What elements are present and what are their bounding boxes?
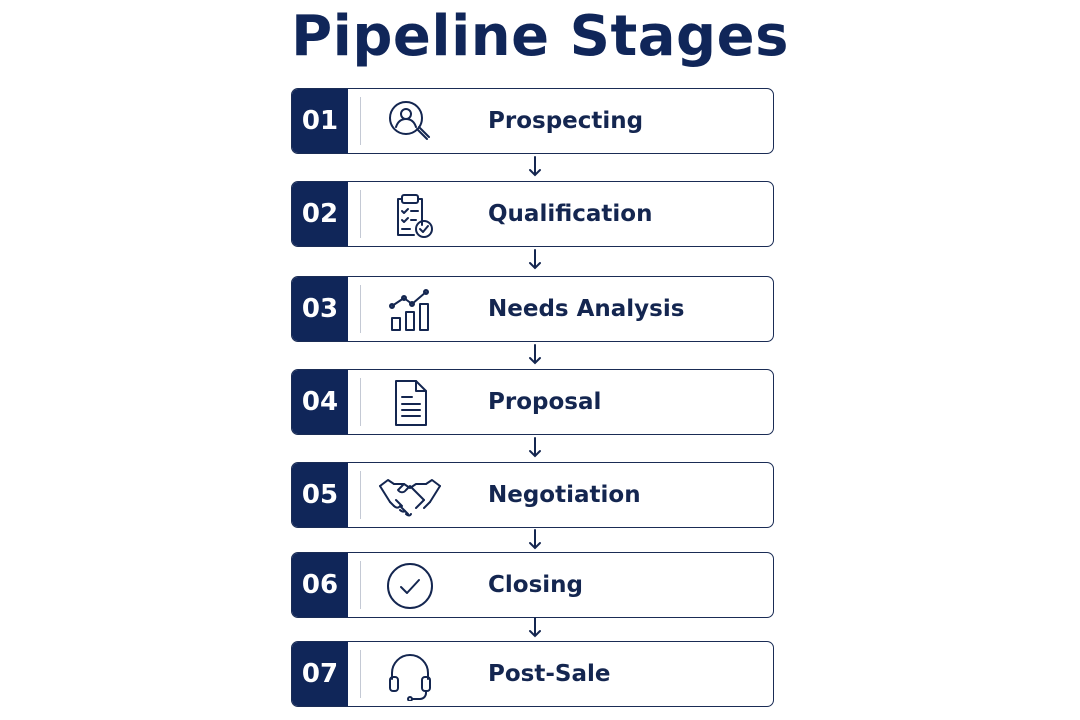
stage-closing — [291, 552, 774, 618]
stage-divider — [360, 471, 361, 519]
stage-number: 04 — [292, 370, 348, 434]
check-circle-icon — [384, 560, 436, 612]
arrow-down-icon — [527, 436, 543, 460]
stage-divider — [360, 561, 361, 609]
stage-label: Prospecting — [488, 108, 644, 134]
stage-divider — [360, 97, 361, 145]
clipboard-check-icon — [384, 189, 436, 241]
growth-chart-icon — [384, 284, 436, 336]
arrow-down-icon — [527, 248, 543, 272]
stage-divider — [360, 190, 361, 238]
stage-number: 07 — [292, 642, 348, 706]
stage-label: Needs Analysis — [488, 296, 685, 322]
arrow-down-icon — [527, 155, 543, 179]
stage-number: 02 — [292, 182, 348, 246]
stage-divider — [360, 378, 361, 426]
stage-label: Proposal — [488, 389, 602, 415]
stage-needs-analysis — [291, 276, 774, 342]
arrow-down-icon — [527, 343, 543, 367]
handshake-icon — [378, 470, 442, 522]
user-search-icon — [384, 96, 436, 148]
stage-number: 03 — [292, 277, 348, 341]
stage-post-sale — [291, 641, 774, 707]
stage-label: Negotiation — [488, 482, 641, 508]
stage-label: Post-Sale — [488, 661, 611, 687]
stage-divider — [360, 285, 361, 333]
diagram-title: Pipeline Stages — [291, 4, 789, 69]
document-icon — [384, 377, 436, 429]
stage-label: Qualification — [488, 201, 653, 227]
headset-icon — [384, 649, 436, 701]
stage-proposal — [291, 369, 774, 435]
stage-number: 06 — [292, 553, 348, 617]
stage-divider — [360, 650, 361, 698]
arrow-down-icon — [527, 528, 543, 552]
arrow-down-icon — [527, 616, 543, 640]
stage-label: Closing — [488, 572, 583, 598]
stage-negotiation — [291, 462, 774, 528]
stage-qualification — [291, 181, 774, 247]
stage-prospecting — [291, 88, 774, 154]
stage-number: 01 — [292, 89, 348, 153]
stage-number: 05 — [292, 463, 348, 527]
